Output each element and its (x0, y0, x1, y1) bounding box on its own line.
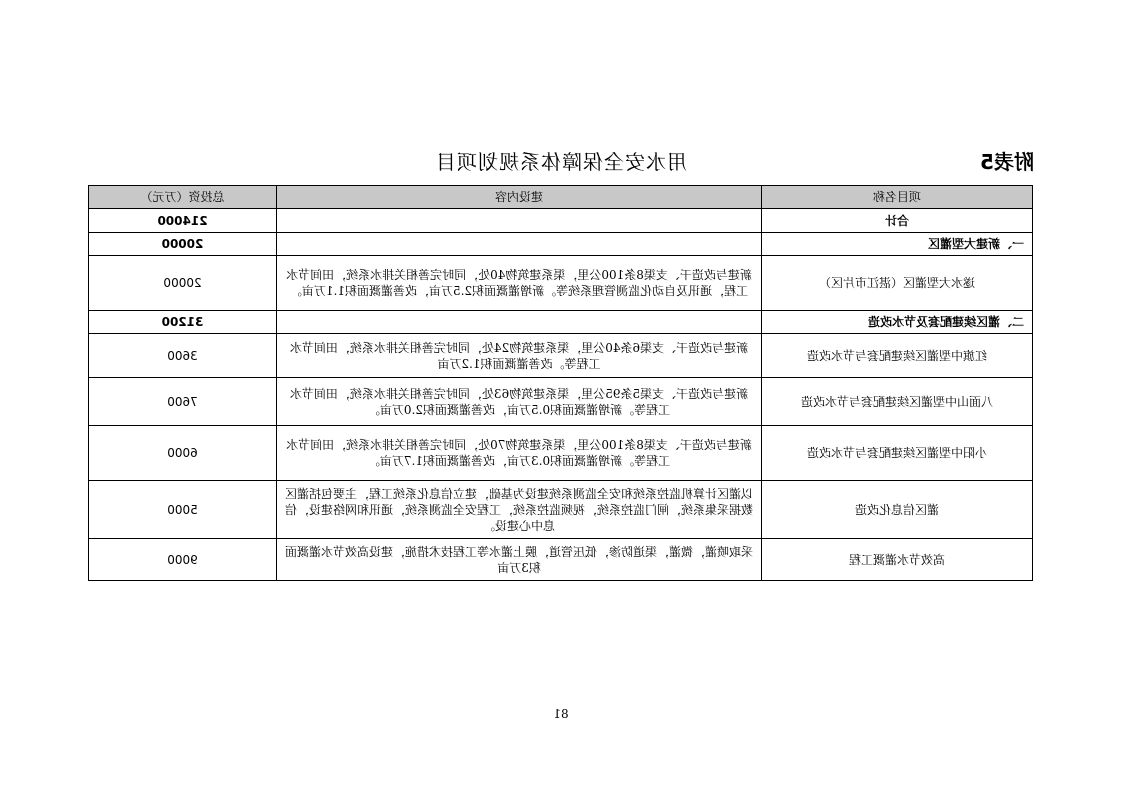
table-header-row (89, 186, 1033, 209)
column-header-investment: 总投资（万元） (89, 186, 277, 209)
column-header-content: 建设内容 (277, 186, 762, 209)
table-row-total (89, 209, 1033, 233)
table-row-section (89, 311, 1033, 334)
cell-project-name: 高效节水灌溉工程 (762, 539, 1033, 581)
table-row-section (89, 233, 1033, 256)
cell-project-name: 合计 (762, 209, 1033, 233)
project-table (88, 185, 1033, 581)
cell-investment: 31200 (89, 311, 277, 334)
table-row (89, 481, 1033, 539)
cell-content: 新建与改造干、支渠5条95公里，渠系建筑物63处，同时完善相关排水系统，田间节水工程等。新增灌溉面积0.5万亩，改善灌溉面积2.0万亩。 (277, 378, 762, 426)
table-row (89, 334, 1033, 378)
cell-content (277, 233, 762, 256)
cell-investment: 7600 (89, 378, 277, 426)
cell-project-name: 红旗中型灌区续建配套与节水改造 (762, 334, 1033, 378)
cell-project-name: 灌区信息化改造 (762, 481, 1033, 539)
cell-investment: 3600 (89, 334, 277, 378)
cell-investment: 20000 (89, 256, 277, 311)
cell-content: 采取喷灌，微灌，渠道防渗，低压管道，膜上灌水等工程技术措施，建设高效节水灌溉面积3万亩 (277, 539, 762, 581)
table-row (89, 378, 1033, 426)
cell-project-name: 一、新建大型灌区 (762, 233, 1033, 256)
cell-content (277, 311, 762, 334)
cell-content: 新建与改造干、支渠6条40公里，渠系建筑物24处，同时完善相关排水系统，田间节水工程等。改善灌溉面积1.2万亩 (277, 334, 762, 378)
cell-content: 以灌区计算机监控系统和安全监测系统建设为基础，建立信息化系统工程，主要包括灌区数据采集系统，闸门监控系统，视频监控系统，工程安全监测系统，通讯和网络建设，信息中心建设。 (277, 481, 762, 539)
cell-project-name: 八面山中型灌区续建配套与节水改造 (762, 378, 1033, 426)
cell-content: 新建与改造干、支渠8条100公里，渠系建筑物40处，同时完善相关排水系统，田间节水工程，通讯及自动化监测管理系统等。新增灌溉面积2.5万亩，改善灌溉面积1.1万亩。 (277, 256, 762, 311)
column-header-project-name: 项目名称 (762, 186, 1033, 209)
cell-investment: 214000 (89, 209, 277, 233)
cell-content (277, 209, 762, 233)
table-row (89, 256, 1033, 311)
cell-project-name: 遂水大型灌区（湛江市片区） (762, 256, 1033, 311)
table-row (89, 426, 1033, 481)
cell-content: 新建与改造干、支渠8条100公里，渠系建筑物70处，同时完善相关排水系统，田间节水工程等。新增灌溉面积0.3万亩，改善灌溉面积1.7万亩。 (277, 426, 762, 481)
cell-investment: 20000 (89, 233, 277, 256)
page-number: 81 (553, 707, 569, 721)
cell-investment: 6000 (89, 426, 277, 481)
page-title: 用水安全保障体系规划项目 (435, 150, 687, 174)
table-row (89, 539, 1033, 581)
cell-project-name: 二、灌区续建配套及节水改造 (762, 311, 1033, 334)
cell-investment: 9000 (89, 539, 277, 581)
cell-investment: 5000 (89, 481, 277, 539)
appendix-label: 附表5 (980, 150, 1034, 174)
cell-project-name: 小阳中型灌区续建配套与节水改造 (762, 426, 1033, 481)
